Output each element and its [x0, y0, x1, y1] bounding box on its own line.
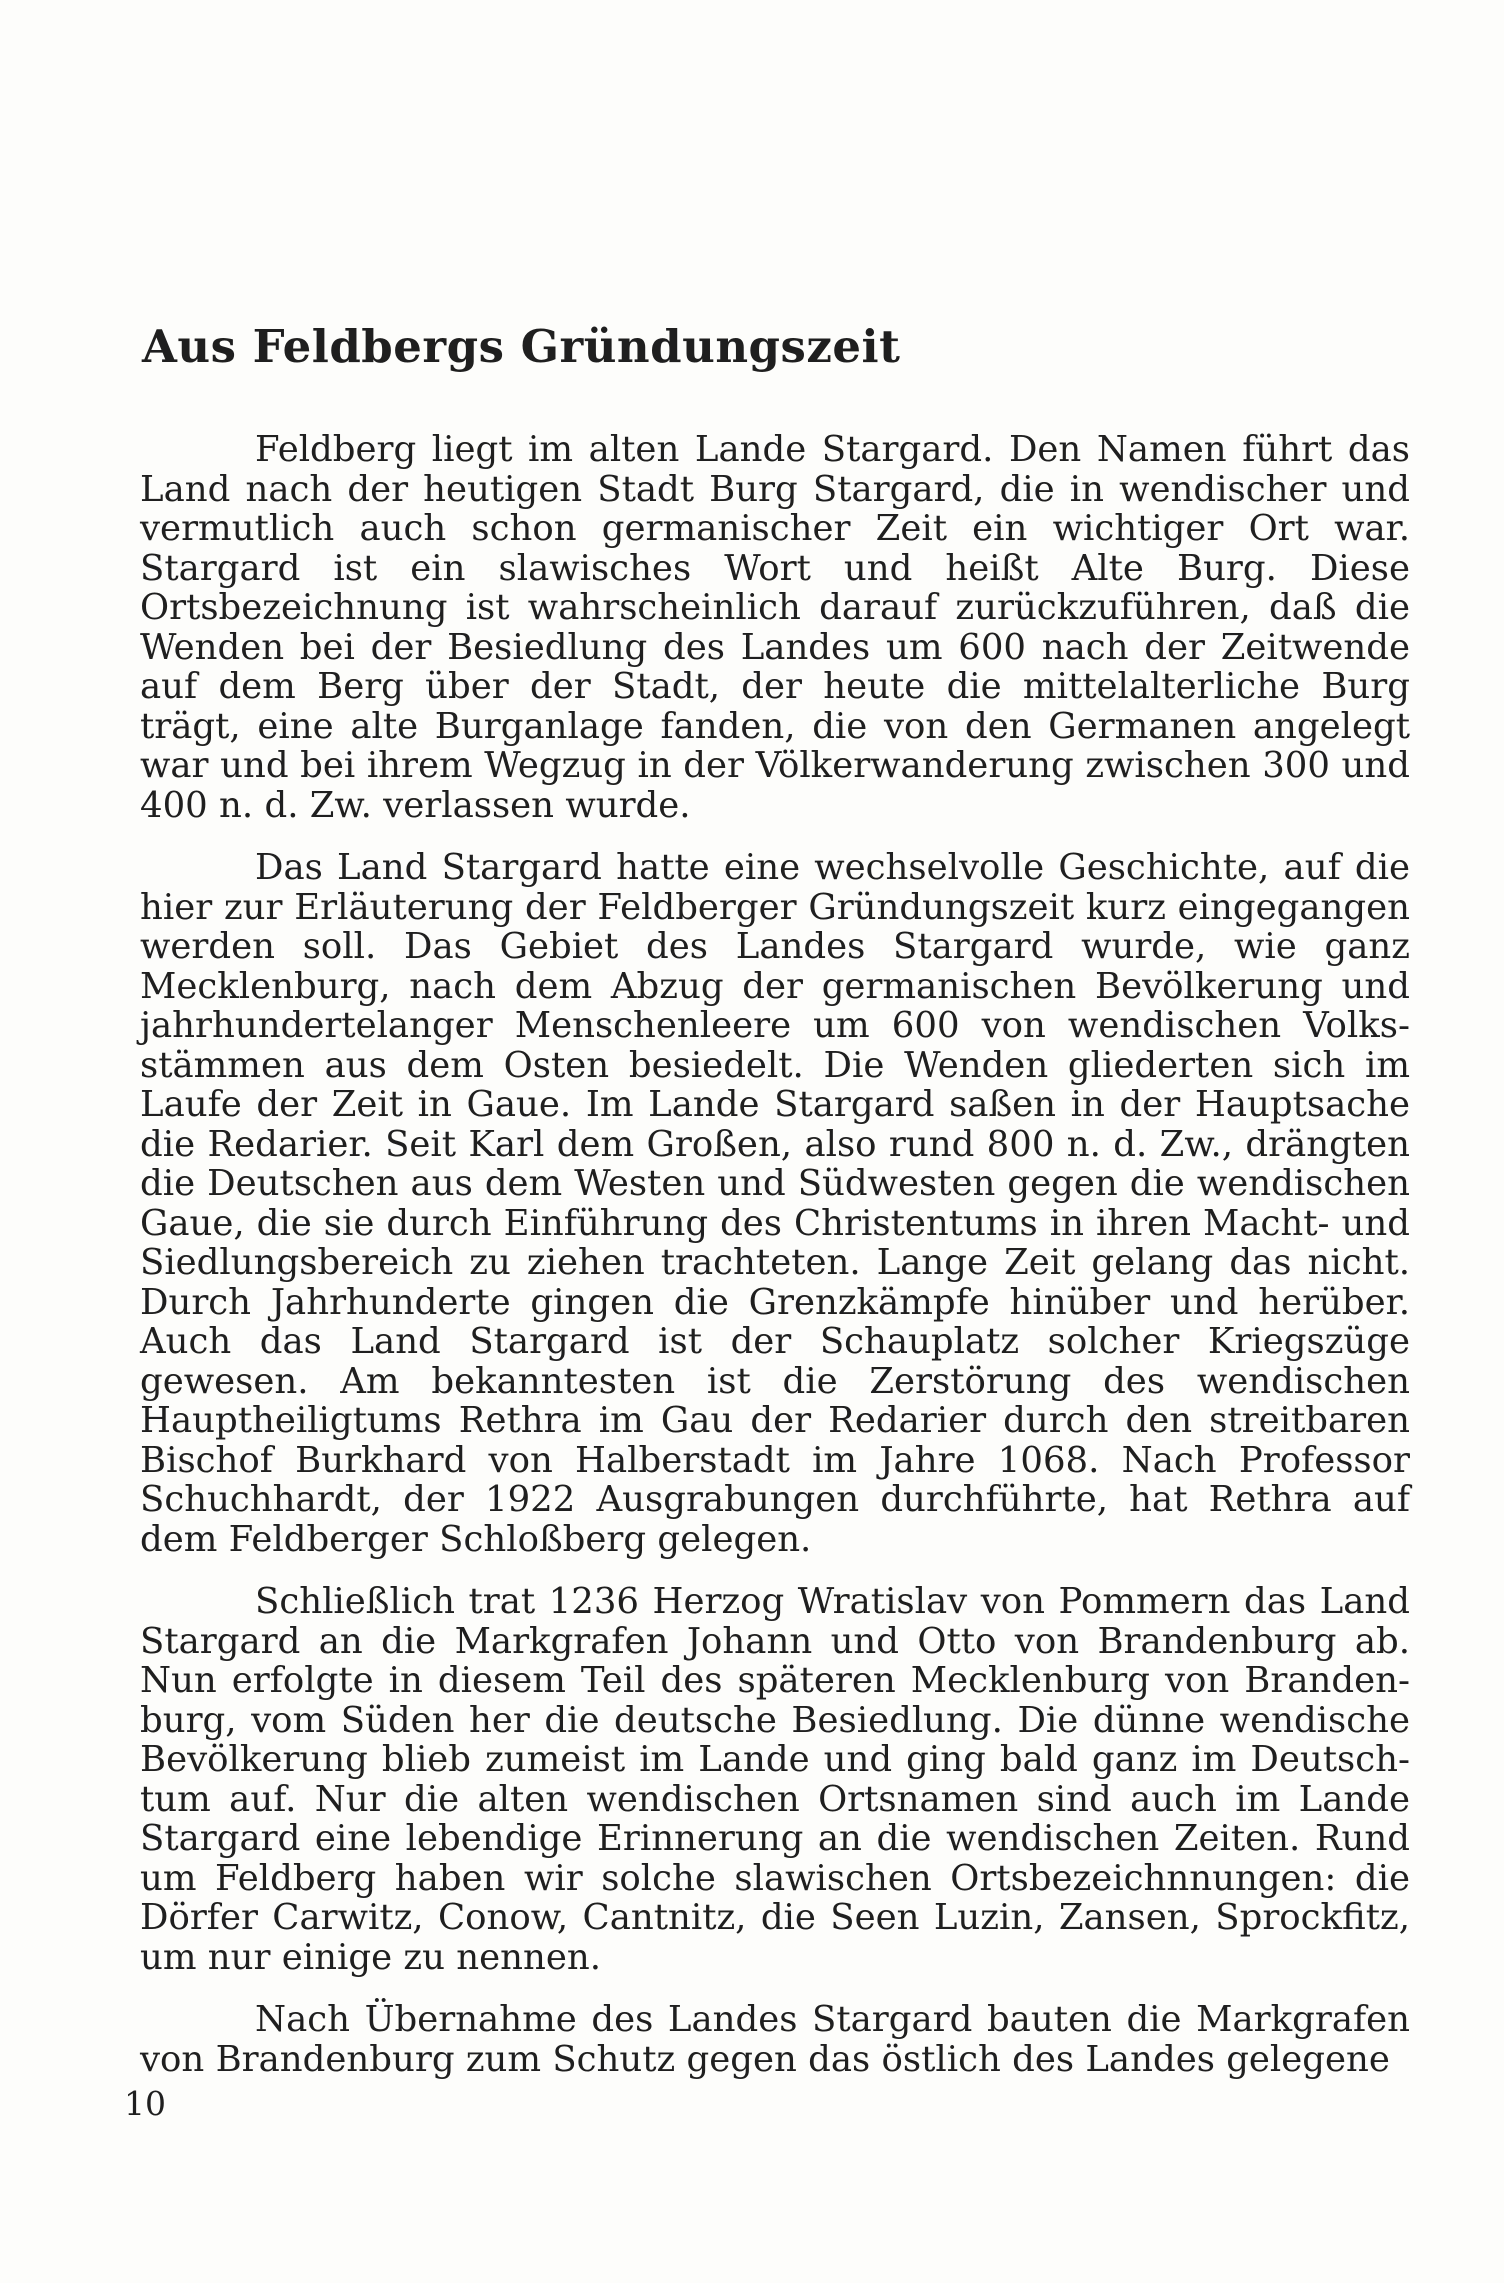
- body-text: [140, 430, 1410, 2079]
- paragraph-4: Nach Übernahme des Landes Stargard bauten die Markgrafen von Brandenburg zum Schutz gegen das östlich des Landes gelegene: [140, 1999, 1410, 2080]
- chapter-title: Aus Feldbergs Gründungszeit: [142, 320, 901, 373]
- paragraph-1: Feldberg liegt im alten Lande Stargard. Den Namen führt das Land nach der heutigen Stadt Burg Stargard, die in wendischer und vermutlich auch schon germanischer Zeit ein wichtiger Ort war. Stargard ist ein slawisches Wort und heißt Alte Burg. Diese Ortsbezeichnung ist wahrscheinlich darauf zurückzuführen, daß die Wenden bei der Besiedlung des Landes um 600 nach der Zeitwende auf dem Berg über der Stadt, der heute die mittelalterliche Burg trägt, eine alte Burganlage fanden, die von den Germanen angelegt war und bei ihrem Wegzug in der Völkerwanderung zwischen 300 und 400 n. d. Zw. verlassen wurde.: [140, 429, 1410, 826]
- paragraph-3: Schließlich trat 1236 Herzog Wratislav von Pommern das Land Stargard an die Markgrafen Johann und Otto von Brandenburg ab. Nun erfolgte in diesem Teil des späteren Mecklenburg von Brandenburg, vom Süden her die deutsche Besiedlung. Die dünne wendische Bevölkerung blieb zumeist im Lande und ging bald ganz im Deutschtum auf. Nur die alten wendischen Ortsnamen sind auch im Lande Stargard eine lebendige Erinnerung an die wendischen Zeiten. Rund um Feldberg haben wir solche slawischen Ortsbezeichnnungen: die Dörfer Carwitz, Conow, Cantnitz, die Seen Luzin, Zansen, Sprockfitz, um nur einige zu nennen.: [140, 1581, 1410, 1978]
- paragraph-2: Das Land Stargard hatte eine wechselvolle Geschichte, auf die hier zur Erläuterung der Feldberger Gründungszeit kurz eingegangen werden soll. Das Gebiet des Landes Stargard wurde, wie ganz Mecklenburg, nach dem Abzug der germanischen Bevölkerung und jahrhundertelanger Menschenleere um 600 von wendischen Volksstämmen aus dem Osten besiedelt. Die Wenden gliederten sich im Laufe der Zeit in Gaue. Im Lande Stargard saßen in der Hauptsache die Redarier. Seit Karl dem Großen, also rund 800 n. d. Zw., drängten die Deutschen aus dem Westen und Südwesten gegen die wendischen Gaue, die sie durch Einführung des Christentums in ihren Macht- und Siedlungsbereich zu ziehen trachteten. Lange Zeit gelang das nicht. Durch Jahrhunderte gingen die Grenzkämpfe hinüber und herüber. Auch das Land Stargard ist der Schauplatz solcher Kriegszüge gewesen. Am bekanntesten ist die Zerstörung des wendischen Hauptheiligtums Rethra im Gau der Redarier durch den streitbaren Bischof Burkhard von Halberstadt im Jahre 1068. Nach Professor Schuchhardt, der 1922 Ausgrabungen durchführte, hat Rethra auf dem Feldberger Schloßberg gelegen.: [140, 847, 1410, 1560]
- page-number: 10: [124, 2084, 166, 2123]
